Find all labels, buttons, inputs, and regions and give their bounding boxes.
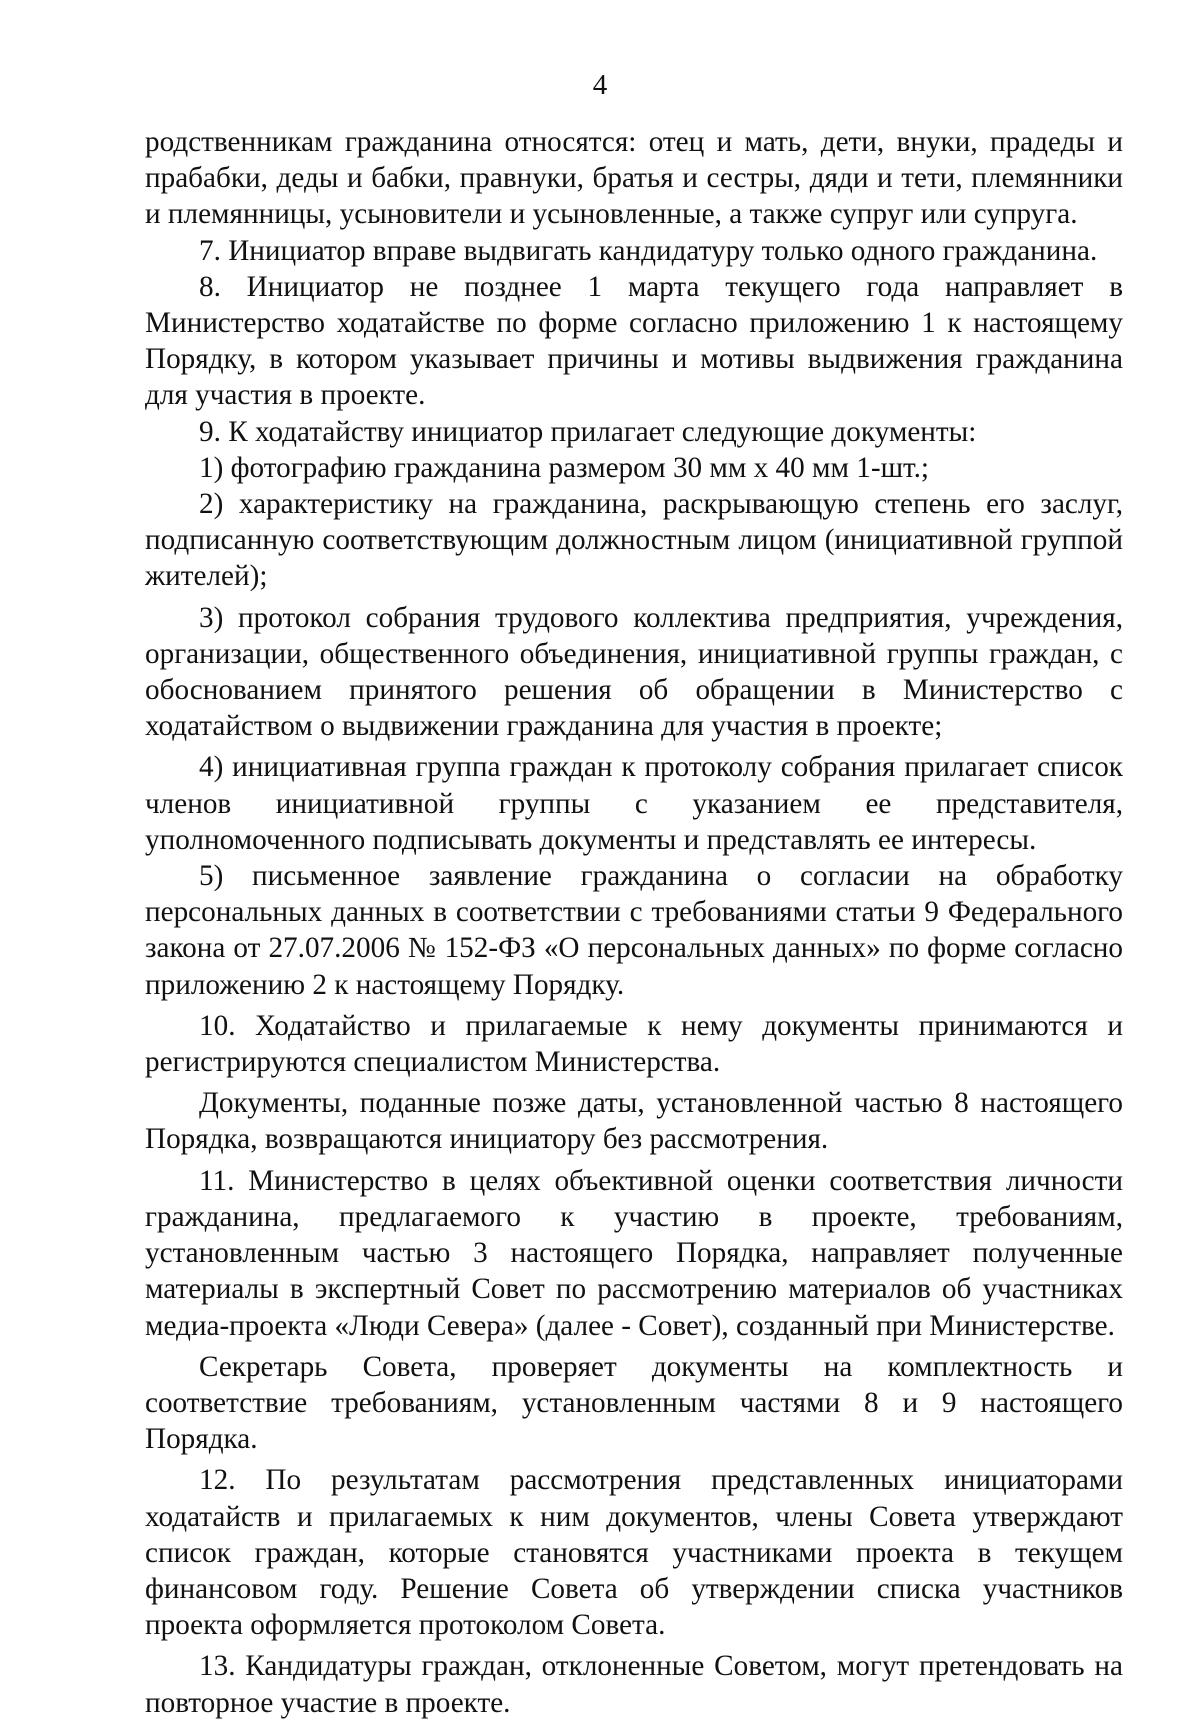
list-item-characteristic: 2) характеристику на гражданина, раскрывающую степень его заслуг, подписанную соответствующим должностным лицом (инициативной группой жителей);: [145, 488, 1123, 593]
paragraph-13: 13. Кандидатуры граждан, отклоненные Советом, могут претендовать на повторное участие в проекте.: [145, 1650, 1123, 1719]
list-item-initiative-group: 4) инициативная группа граждан к протоколу собрания прилагает список членов инициативной группы с указанием ее представителя, уполномоченного подписывать документы и представлять ее интересы.: [145, 751, 1123, 856]
paragraph-8: 8. Инициатор не позднее 1 марта текущего года направляет в Министерство ходатайстве по форме согласно приложению 1 к настоящему Порядку, в котором указывает причины и мотивы выдвижения гражданина для участия в проекте.: [145, 270, 1123, 412]
paragraph-12: 12. По результатам рассмотрения представленных инициаторами ходатайств и прилагаемых к ним документов, члены Совета утверждают список граждан, которые становятся участниками проекта в текущем финансовом году. Решение Совета об утверждении списка участников проекта оформляется протоколом Совета.: [145, 1464, 1123, 1642]
page-number: 4: [592, 69, 608, 101]
list-item-photo: 1) фотографию гражданина размером 30 мм х 40 мм 1-шт.;: [199, 451, 930, 484]
paragraph-secretary: Секретарь Совета, проверяет документы на комплектность и соответствие требованиям, установленным частями 8 и 9 настоящего Порядка.: [145, 1350, 1123, 1456]
paragraph-relatives: родственникам гражданина относятся: отец и мать, дети, внуки, прадеды и прабабки, деды и бабки, правнуки, братья и сестры, дяди и тети, племянники и племянницы, усыновители и усыновленные, а также супруг или супруга.: [145, 126, 1123, 231]
list-item-protocol: 3) протокол собрания трудового коллектива предприятия, учреждения, организации, общественного объединения, инициативной группы граждан, с обоснованием принятого решения об обращении в Министерство с ходатайством о выдвижении гражданина для участия в проекте;: [145, 601, 1123, 743]
paragraph-11: 11. Министерство в целях объективной оценки соответствия личности гражданина, предлагаемого к участию в проекте, требованиям, установленным частью 3 настоящего Порядка, направляет полученные материалы в экспертный Совет по рассмотрению материалов об участниках медиа-проекта «Люди Севера» (далее - Совет), созданный при Министерстве.: [145, 1164, 1123, 1342]
paragraph-late-documents: Документы, поданные позже даты, установленной частью 8 настоящего Порядка, возвращаются инициатору без рассмотрения.: [145, 1087, 1123, 1156]
paragraph-9: 9. К ходатайству инициатор прилагает следующие документы:: [199, 415, 977, 448]
list-item-consent: 5) письменное заявление гражданина о согласии на обработку персональных данных в соответствии с требованиями статьи 9 Федерального закона от 27.07.2006 № 152-ФЗ «О персональных данных» по форме согласно приложению 2 к настоящему Порядку.: [145, 860, 1123, 1001]
paragraph-7: 7. Инициатор вправе выдвигать кандидатуру только одного гражданина.: [199, 234, 1098, 267]
paragraph-10: 10. Ходатайство и прилагаемые к нему документы принимаются и регистрируются специалистом Министерства.: [145, 1009, 1123, 1079]
document-body: [145, 124, 1123, 1721]
